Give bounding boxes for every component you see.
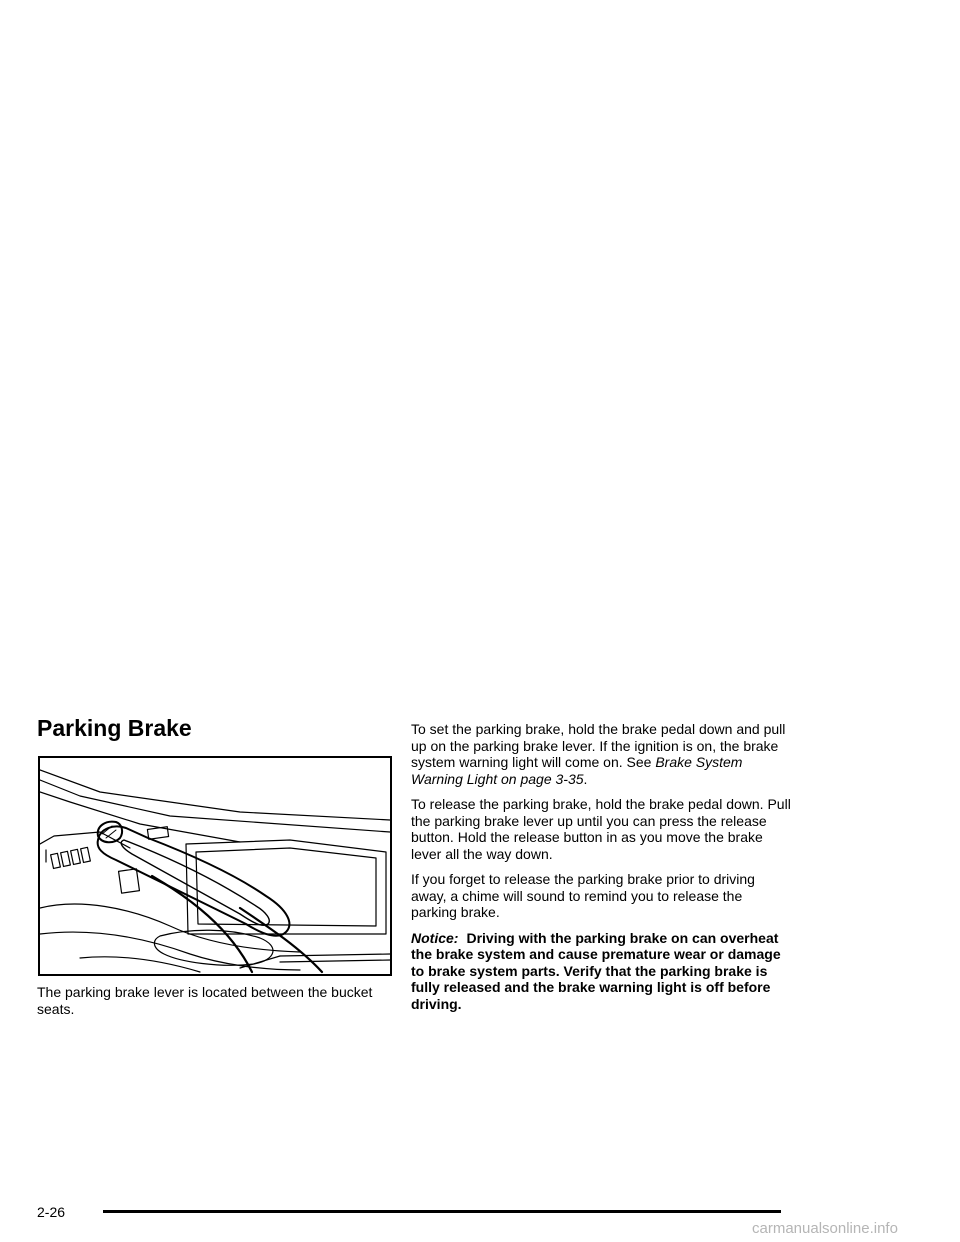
- figure-caption: The parking brake lever is located between the bucket seats.: [37, 984, 373, 1017]
- notice-paragraph: [411, 930, 791, 1013]
- paragraph-set-brake: [411, 721, 791, 787]
- paragraph-forget-release: If you forget to release the parking brake prior to driving away, a chime will sound to remind you to release the parking brake.: [411, 871, 755, 920]
- footer-divider: [103, 1210, 781, 1213]
- section-title: Parking Brake: [37, 715, 192, 741]
- notice-text: Driving with the parking brake on can overheat the brake system and cause premature wear or damage to brake system parts. Verify that the parking brake is fully released and the brake warning light is off before driving.: [411, 929, 781, 1012]
- page-number: 2-26: [37, 1204, 66, 1220]
- body-text-column: [411, 721, 791, 1021]
- watermark: carmanualsonline.info: [752, 1220, 898, 1237]
- notice-label: Notice:: [411, 929, 459, 946]
- parking-brake-illustration: [38, 756, 392, 976]
- paragraph-set-brake-text: To set the parking brake, hold the brake pedal down and pull up on the parking brake lever. If the ignition is on, the brake system warning light will come on. See: [411, 721, 786, 770]
- paragraph-set-brake-end: .: [583, 770, 588, 787]
- console-outline: [40, 770, 390, 972]
- brake-lever: [98, 822, 322, 972]
- paragraph-release-brake: To release the parking brake, hold the brake pedal down. Pull the parking brake lever up until you can press the release button. Hold the release button in as you move the brake lever all the way down.: [411, 796, 791, 862]
- cross-reference-link[interactable]: Brake System Warning Light on page 3-35: [411, 754, 743, 787]
